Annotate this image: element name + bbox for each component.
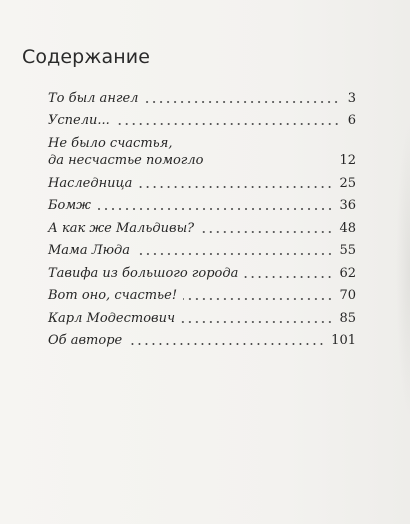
table-of-contents [48, 84, 356, 349]
dot-leader [183, 298, 333, 300]
toc-page-number: 6 [347, 113, 356, 128]
toc-entry-title-line: Карл Модестович [48, 310, 176, 326]
toc-entry [48, 327, 356, 350]
toc-entry-title [48, 242, 130, 259]
toc-page-number: 70 [339, 288, 356, 303]
toc-entry [48, 259, 356, 282]
toc-entry-title-line: То был ангел [48, 90, 139, 106]
page-title: Содержание [22, 46, 150, 68]
dot-leader [116, 123, 340, 125]
toc-entry-title [48, 332, 122, 349]
dot-leader [128, 343, 325, 345]
toc-entry [48, 84, 356, 107]
toc-entry-title [48, 265, 238, 282]
dot-leader [136, 253, 333, 255]
toc-entry-title [48, 220, 194, 237]
dot-leader [138, 186, 333, 188]
toc-entry [48, 282, 356, 305]
toc-entry [48, 237, 356, 260]
toc-page-number: 55 [339, 243, 356, 258]
toc-entry-title-line: Не было счастья, [48, 136, 173, 151]
toc-entry-title-line: да несчастье помогло [48, 153, 204, 168]
toc-entry [48, 169, 356, 192]
toc-page-number: 62 [339, 265, 356, 281]
toc-entry-title-line: Об авторе [48, 333, 123, 348]
dot-leader [244, 276, 333, 278]
toc-entry-title [48, 112, 110, 129]
toc-page-number: 48 [339, 220, 356, 236]
dot-leader [200, 231, 333, 233]
dot-leader [97, 208, 334, 210]
toc-entry-title [48, 197, 91, 214]
toc-entry-title-line: Тавифа из большого города [48, 265, 239, 281]
toc-entry-title-line: А как же Мальдивы? [48, 220, 195, 236]
dot-leader [181, 321, 333, 323]
toc-page-number: 3 [347, 90, 356, 106]
toc-entry-title [48, 287, 177, 304]
toc-entry-title [48, 135, 204, 169]
toc-entry-title-line: Успели... [48, 113, 110, 128]
toc-entry [48, 214, 356, 237]
toc-entry-title-line: Вот оно, счастье! [48, 288, 178, 303]
page-edge-shadow [396, 120, 410, 420]
toc-entry-title-line: Бомж [48, 198, 91, 213]
toc-page-number: 85 [339, 310, 356, 326]
toc-entry-title-line: Мама Люда [48, 243, 131, 258]
toc-entry [48, 129, 356, 169]
toc-entry [48, 304, 356, 327]
toc-page-number: 101 [331, 333, 356, 348]
toc-entry-title [48, 175, 132, 192]
toc-entry-title [48, 310, 175, 327]
toc-page-number: 36 [339, 198, 356, 213]
toc-page-number: 25 [339, 175, 356, 191]
toc-page-number: 12 [339, 153, 356, 168]
dot-leader [144, 101, 340, 103]
toc-entry-title [48, 90, 138, 107]
toc-entry-title-line: Наследница [48, 175, 133, 191]
toc-entry [48, 107, 356, 130]
dot-leader [210, 163, 334, 165]
toc-entry [48, 192, 356, 215]
